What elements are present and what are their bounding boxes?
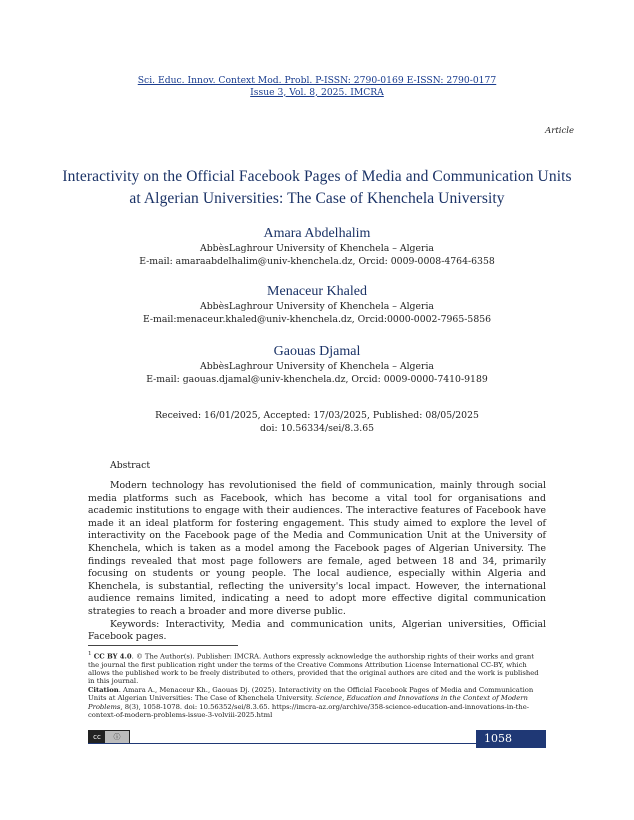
- license-text: . © The Author(s). Publisher: IMCRA. Authors expressly acknowledge the authorship rights of their works and grant the journal the first publication right under the terms of the Creative Commons Attribution License International CC-BY, which allows the published work to be freely distributed to others, provided that the original authors are cited and the work is published in this journal.: [88, 652, 539, 686]
- author-email: E-mail: gaouas.djamal@univ-khenchela.dz, Orcid: 0009-0000-7410-9189: [146, 373, 488, 385]
- footnote-marker: 1: [88, 651, 92, 657]
- author-affiliation: AbbèsLaghrour University of Khenchela – Algeria: [200, 361, 434, 372]
- author-name: Amara Abdelhalim: [263, 226, 371, 241]
- abstract-heading: Abstract: [110, 460, 151, 471]
- citation-post[interactable]: , 8(3), 1058-1078. doi: 10.56352/sei/8.3.65. https://imcra-az.org/archive/358-science-education-and-innovations-in-the-context-of-modern-problems-issue-3-volviii-2025.html: [88, 702, 530, 720]
- author-name: Gaouas Djamal: [273, 344, 361, 359]
- journal-header-line1[interactable]: Sci. Educ. Innov. Context Mod. Probl. P-ISSN: 2790-0169 E-ISSN: 2790-0177: [137, 75, 497, 86]
- license-note: [88, 650, 546, 686]
- citation-pre: . Amara A., Menaceur Kh., Gaouas Dj. (2025). Interactivity on the Official Facebook Pages of Media and Communication Units at Algerian Universities: The Case of Khenchela University.: [88, 685, 534, 703]
- citation-label: Citation: [88, 685, 119, 694]
- doi-line: doi: 10.56334/sei/8.3.65: [259, 422, 375, 434]
- author-block: [0, 225, 634, 268]
- citation-journal: Science, Education and Innovations in the Context of Modern Problems: [88, 694, 528, 711]
- cc-logo-icon: cc: [89, 731, 105, 743]
- abstract-body: [88, 480, 546, 644]
- footnote-divider: [88, 645, 238, 646]
- article-type-label: Article: [545, 126, 574, 136]
- author-email: E-mail: amaraabdelhalim@univ-khenchela.dz, Orcid: 0009-0008-4764-6358: [139, 255, 495, 267]
- page-number: 1058: [476, 730, 546, 748]
- publication-dates: [0, 410, 634, 435]
- keywords: Keywords: Interactivity, Media and communication units, Algerian universities, Official Facebook pages.: [88, 618, 546, 643]
- author-affiliation: AbbèsLaghrour University of Khenchela – Algeria: [200, 301, 434, 312]
- citation-note: [88, 686, 546, 720]
- journal-header[interactable]: [0, 75, 634, 98]
- dates-line: Received: 16/01/2025, Accepted: 17/03/2025, Published: 08/05/2025: [155, 410, 479, 421]
- footnote: [88, 650, 546, 720]
- author-email: E-mail:menaceur.khaled@univ-khenchela.dz, Orcid:0000-0002-7965-5856: [142, 313, 492, 325]
- license-label: CC BY 4.0: [93, 652, 132, 661]
- cc-license-icon[interactable]: [88, 730, 130, 744]
- attribution-icon: ⓘ: [105, 731, 129, 743]
- author-block: [0, 283, 634, 326]
- author-name: Menaceur Khaled: [267, 284, 367, 299]
- journal-header-line2[interactable]: Issue 3, Vol. 8, 2025. IMCRA: [250, 86, 384, 98]
- author-affiliation: AbbèsLaghrour University of Khenchela – Algeria: [200, 243, 434, 254]
- abstract-text: Modern technology has revolutionised the field of communication, mainly through social media platforms such as Facebook, which has become a vital tool for organisations and academic institutions to engage with their audiences. The interactive features of Facebook have made it an ideal platform for fostering engagement. This study aimed to explore the level of interactivity on the Facebook page of the Media and Communication Unit at the University of Khenchela, which is taken as a model among the Facebook pages of Algerian University. The findings revealed that most page followers are female, aged between 18 and 34, primarily focusing on students or young people. The local audience, especially within Algeria and Khenchela, is substantial, reflecting the university's local impact. However, the international audience remains limited, indicating a need to adopt more effective digital communication strategies to reach a broader and more diverse public.: [88, 480, 546, 617]
- paper-title: Interactivity on the Official Facebook Pages of Media and Communication Units at Algerian Universities: The Case of Khenchela University: [62, 168, 572, 207]
- author-block: [0, 343, 634, 386]
